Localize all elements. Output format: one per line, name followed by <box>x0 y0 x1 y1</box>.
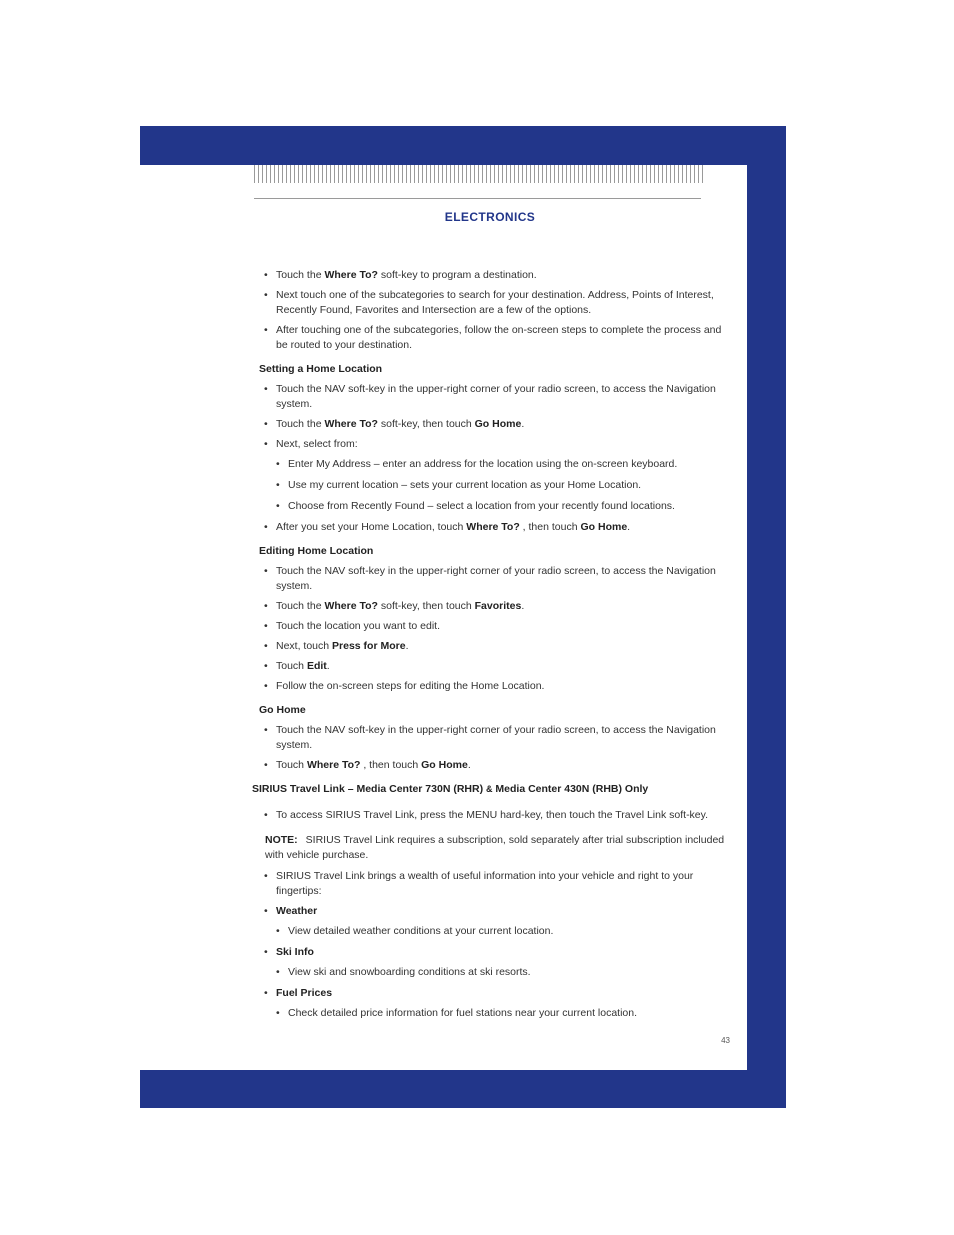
list-item: • Touch the NAV soft-key in the upper-right corner of your radio screen, to access the Navigation system. <box>248 723 728 753</box>
list-item: • Touch Where To? , then touch Go Home. <box>248 758 728 773</box>
note-label: NOTE: <box>265 834 298 846</box>
list-item: • Touch the Where To? soft-key to program a destination. <box>248 268 728 283</box>
list-item: • SIRIUS Travel Link brings a wealth of useful information into your vehicle and right to your fingertips: <box>248 869 728 899</box>
list-item: • Touch the Where To? soft-key, then touch Favorites. <box>248 599 728 614</box>
note-text: SIRIUS Travel Link requires a subscription, sold separately after trial subscription included with vehicle purchase. <box>265 834 725 861</box>
list-item: • Follow the on-screen steps for editing the Home Location. <box>248 679 728 694</box>
heading-sirius-travel-link: SIRIUS Travel Link – Media Center 730N (RHR) & Media Center 430N (RHB) Only <box>252 783 649 795</box>
list-item: • Touch the NAV soft-key in the upper-right corner of your radio screen, to access the Navigation system. <box>248 382 728 412</box>
heading-setting-home: Setting a Home Location <box>259 363 383 375</box>
list-item-fuel-prices: • Fuel Prices <box>248 986 728 1001</box>
list-item-weather: • Weather <box>248 904 728 919</box>
sub-list-item: • Choose from Recently Found – select a location from your recently found locations. <box>248 499 728 514</box>
list-item: • Touch the NAV soft-key in the upper-right corner of your radio screen, to access the Navigation system. <box>248 564 728 594</box>
page-number: 43 <box>721 1036 730 1045</box>
list-item: • Next touch one of the subcategories to search for your destination. Address, Points of Interest, Recently Found, Favorites and Intersection are a few of the options. <box>248 288 728 318</box>
heading-editing-home: Editing Home Location <box>259 545 374 557</box>
list-item: • After you set your Home Location, touch Where To? , then touch Go Home. <box>248 520 728 535</box>
list-item-ski-info: • Ski Info <box>248 945 728 960</box>
sub-list-item: • Check detailed price information for fuel stations near your current location. <box>248 1006 728 1021</box>
heading-go-home: Go Home <box>259 704 306 716</box>
sub-list-item: • Use my current location – sets your current location as your Home Location. <box>248 478 728 493</box>
list-item: • To access SIRIUS Travel Link, press the MENU hard-key, then touch the Travel Link soft-key. <box>248 808 728 823</box>
header-rule <box>254 198 701 199</box>
header-tick-marks <box>254 165 704 183</box>
list-item: • Touch the Where To? soft-key, then touch Go Home. <box>248 417 728 432</box>
sub-list-item: • Enter My Address – enter an address for the location using the on-screen keyboard. <box>248 457 728 472</box>
sub-list-item: • View detailed weather conditions at your current location. <box>248 924 728 939</box>
sub-list-item: • View ski and snowboarding conditions at ski resorts. <box>248 965 728 980</box>
list-item: • Next, touch Press for More. <box>248 639 728 654</box>
note-block <box>248 833 728 863</box>
section-title: ELECTRONICS <box>444 210 536 224</box>
list-item: • After touching one of the subcategories, follow the on-screen steps to complete the process and be routed to your destination. <box>248 323 728 353</box>
list-item: • Touch the location you want to edit. <box>248 619 728 634</box>
list-item: • Next, select from: <box>248 437 728 452</box>
list-item: • Touch Edit. <box>248 659 728 674</box>
page-content <box>248 268 728 1027</box>
